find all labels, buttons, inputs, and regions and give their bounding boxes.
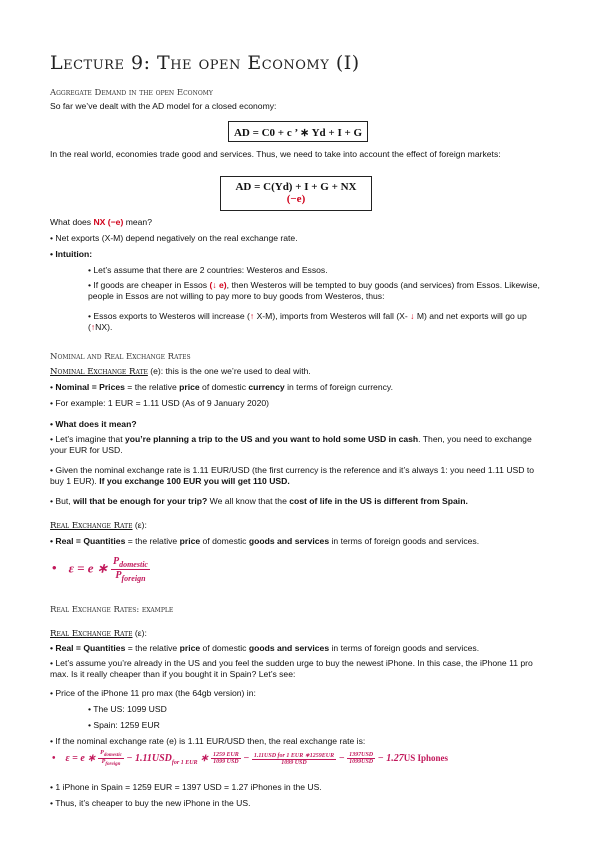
bullet-intuition: • Intuition: xyxy=(50,249,93,259)
nominal-bullet-1: • Nominal = Prices = the relative price of domestic currency in terms of foreign currency. xyxy=(50,382,393,392)
cost-of-life-paragraph: • But, will that be enough for your trip? We all know that the cost of life in the US is different from Spain. xyxy=(50,496,468,506)
real-definition-line-2: Real Exchange Rate (ε): xyxy=(50,628,147,639)
real-exchange-formula: • ε = e ∗ $\frac{P_{domestic}}{P_{foreign}}$ xyxy=(52,556,148,583)
intuition-item-1: • Let’s assume that there are 2 countries: Westeros and Essos. xyxy=(88,265,328,275)
calc-intro: • If the nominal exchange rate (e) is 1.11 EUR/USD then, the real exchange rate is: xyxy=(50,736,366,746)
iphone-calculation: • ε = e ∗ $\frac{P_{domestic}}{P_{foreign}}$ − $1.11USD_{for 1 EUR}$ ∗ $\frac{\text{1259 EUR}}{\text{1099 USD}}$ − $\frac{\text{1.11USD for 1 EUR ∗1259EUR}}{\text{1099 USD}}$ − $\frac{\text{1397USD}}{\text{1099USD}}$ − 1.27US Iphones xyxy=(52,750,448,768)
intuition-item-2: • If goods are cheaper in Essos (↓ e), then Westeros will be tempted to buy goods (and services) from Essos. Likewise, people in Essos are not willing to pay more to buy goods from Westeros, thus: xyxy=(88,280,540,301)
price-intro: • Price of the iPhone 11 pro max (the 64gb version) in: xyxy=(50,688,256,698)
real-definition-line: Real Exchange Rate (ε): xyxy=(50,520,147,531)
section-heading-aggregate-demand: Aggregate Demand in the open Economy xyxy=(50,88,213,98)
conclusion-2: • Thus, it’s cheaper to buy the new iPhone in the US. xyxy=(50,798,251,808)
formula-nx-term: (−e) xyxy=(286,193,306,205)
nx-question: What does NX (−e) mean? xyxy=(50,217,152,227)
formula-closed-economy: AD = C0 + c ’ ∗ Yd + I + G xyxy=(228,121,368,142)
formula-open-economy xyxy=(220,176,372,211)
real-exchange-fraction: $\frac{P_{domestic}}{P_{foreign}}$ xyxy=(112,556,148,583)
what-does-it-mean: • What does it mean? xyxy=(50,419,137,429)
bullet-net-exports: • Net exports (X-M) depend negatively on the real exchange rate. xyxy=(50,233,298,243)
price-spain: • Spain: 1259 EUR xyxy=(88,720,160,730)
trip-paragraph: • Let’s imagine that you’re planning a trip to the US and you want to hold some USD in cash. Then, you need to exchange your EUR for USD. xyxy=(50,434,532,455)
real-bullet: • Real = Quantities = the relative price of domestic goods and services in terms of foreign goods and services. xyxy=(50,536,480,546)
nominal-bullet-2: • For example: 1 EUR = 1.11 USD (As of 9 January 2020) xyxy=(50,398,269,408)
formula-open-economy-main: AD = C(Yd) + I + G + NX xyxy=(235,181,357,193)
price-us: • The US: 1099 USD xyxy=(88,704,167,714)
intro-text: So far we’ve dealt with the AD model for a closed economy: xyxy=(50,101,277,111)
section-heading-nominal-real: Nominal and Real Exchange Rates xyxy=(50,352,191,362)
exchange-paragraph: • Given the nominal exchange rate is 1.11 EUR/USD (the first currency is the reference and it’s always 1: you need 1.11 USD to buy 1 EUR). If you exchange 100 EUR you will get 110 USD. xyxy=(50,465,535,486)
page-title: Lecture 9: The open Economy (I) xyxy=(50,52,360,74)
conclusion-1: • 1 iPhone in Spain = 1259 EUR = 1397 USD = 1.27 iPhones in the US. xyxy=(50,782,322,792)
open-economy-paragraph: In the real world, economies trade good and services. Thus, we need to take into account the effect of foreign markets: xyxy=(50,149,501,159)
real-bullet-2: • Real = Quantities = the relative price of domestic goods and services in terms of foreign goods and services. xyxy=(50,643,480,653)
intuition-item-3: • Essos exports to Westeros will increase (↑ X-M), imports from Westeros will fall (X- ↓ M) and net exports will go up (↑NX). xyxy=(88,311,527,332)
nominal-definition-line: Nominal Exchange Rate (e): this is the one we’re used to deal with. xyxy=(50,366,311,377)
iphone-paragraph: • Let’s assume you’re already in the US and you feel the sudden urge to buy the newest iPhone. In this case, the iPhone 11 pro max. Is it really cheaper than if you bought it in Spain? Let’s see: xyxy=(50,658,533,679)
section-heading-example: Real Exchange Rates: example xyxy=(50,605,174,615)
